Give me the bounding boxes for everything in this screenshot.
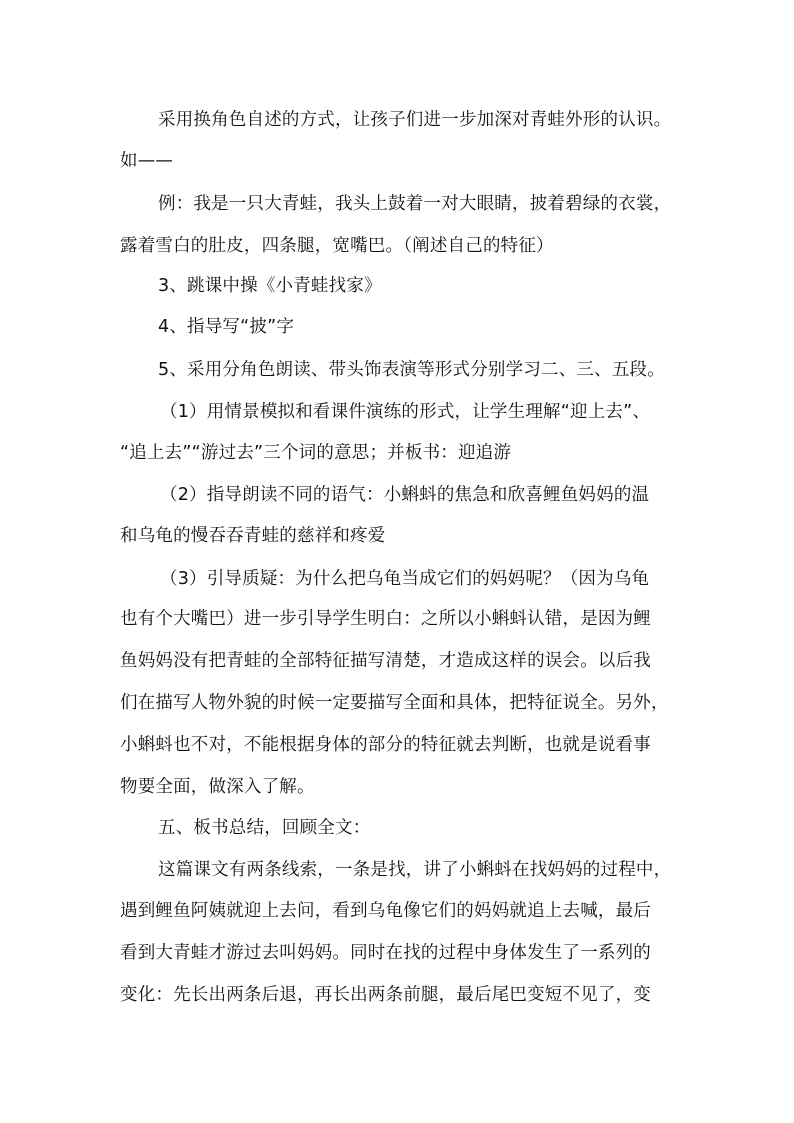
list-item: 4、指导写“披”字 bbox=[158, 317, 295, 337]
list-item: 3、跳课中操《小青蛙找家》 bbox=[158, 276, 382, 296]
paragraph-line: 小蝌蚪也不对，不能根据身体的部分的特征就去判断，也就是说看事 bbox=[120, 735, 651, 755]
paragraph-line: 露着雪白的肚皮，四条腿，宽嘴巴。（阐述自己的特征） bbox=[120, 236, 554, 256]
paragraph-line: 变化：先长出两条后退，再长出两条前腿，最后尾巴变短不见了，变 bbox=[120, 985, 651, 1005]
section-heading: 五、板书总结，回顾全文： bbox=[158, 818, 371, 838]
paragraph-line: 如—— bbox=[120, 151, 174, 171]
paragraph-line: 采用换角色自述的方式，让孩子们进一步加深对青蛙外形的认识。 bbox=[158, 110, 672, 130]
list-item: 5、采用分角色朗读、带头饰表演等形式分别学习二、三、五段。 bbox=[158, 360, 665, 380]
paragraph-line: 遇到鲤鱼阿姨就迎上去问，看到乌龟像它们的妈妈就追上去喊，最后 bbox=[120, 901, 651, 921]
paragraph-line: 物要全面，做深入了解。 bbox=[120, 777, 315, 797]
paragraph-line: 例：我是一只大青蛙，我头上鼓着一对大眼睛，披着碧绿的衣裳， bbox=[158, 194, 672, 214]
paragraph-line: 也有个大嘴巴）进一步引导学生明白：之所以小蝌蚪认错，是因为鲤 bbox=[120, 609, 651, 629]
paragraph-line: 这篇课文有两条线索，一条是找，讲了小蝌蚪在找妈妈的过程中， bbox=[158, 860, 672, 880]
sub-item: （1）用情景模拟和看课件演练的形式，让学生理解“迎上去”、 bbox=[160, 402, 651, 422]
paragraph-line: 看到大青蛙才游过去叫妈妈。同时在找的过程中身体发生了一系列的 bbox=[120, 943, 651, 963]
paragraph-line: 鱼妈妈没有把青蛙的全部特征描写清楚，才造成这样的误会。以后我 bbox=[120, 651, 651, 671]
paragraph-line: 和乌龟的慢吞吞青蛙的慈祥和疼爱 bbox=[120, 526, 386, 546]
sub-item: （2）指导朗读不同的语气：小蝌蚪的焦急和欣喜鲤鱼妈妈的温 bbox=[160, 485, 650, 505]
sub-item: （3）引导质疑：为什么把乌龟当成它们的妈妈呢？（因为乌龟 bbox=[160, 569, 650, 589]
paragraph-line: “追上去”“游过去”三个词的意思；并板书：迎追游 bbox=[120, 443, 512, 463]
paragraph-line: 们在描写人物外貌的时候一定要描写全面和具体，把特征说全。另外， bbox=[120, 693, 669, 713]
